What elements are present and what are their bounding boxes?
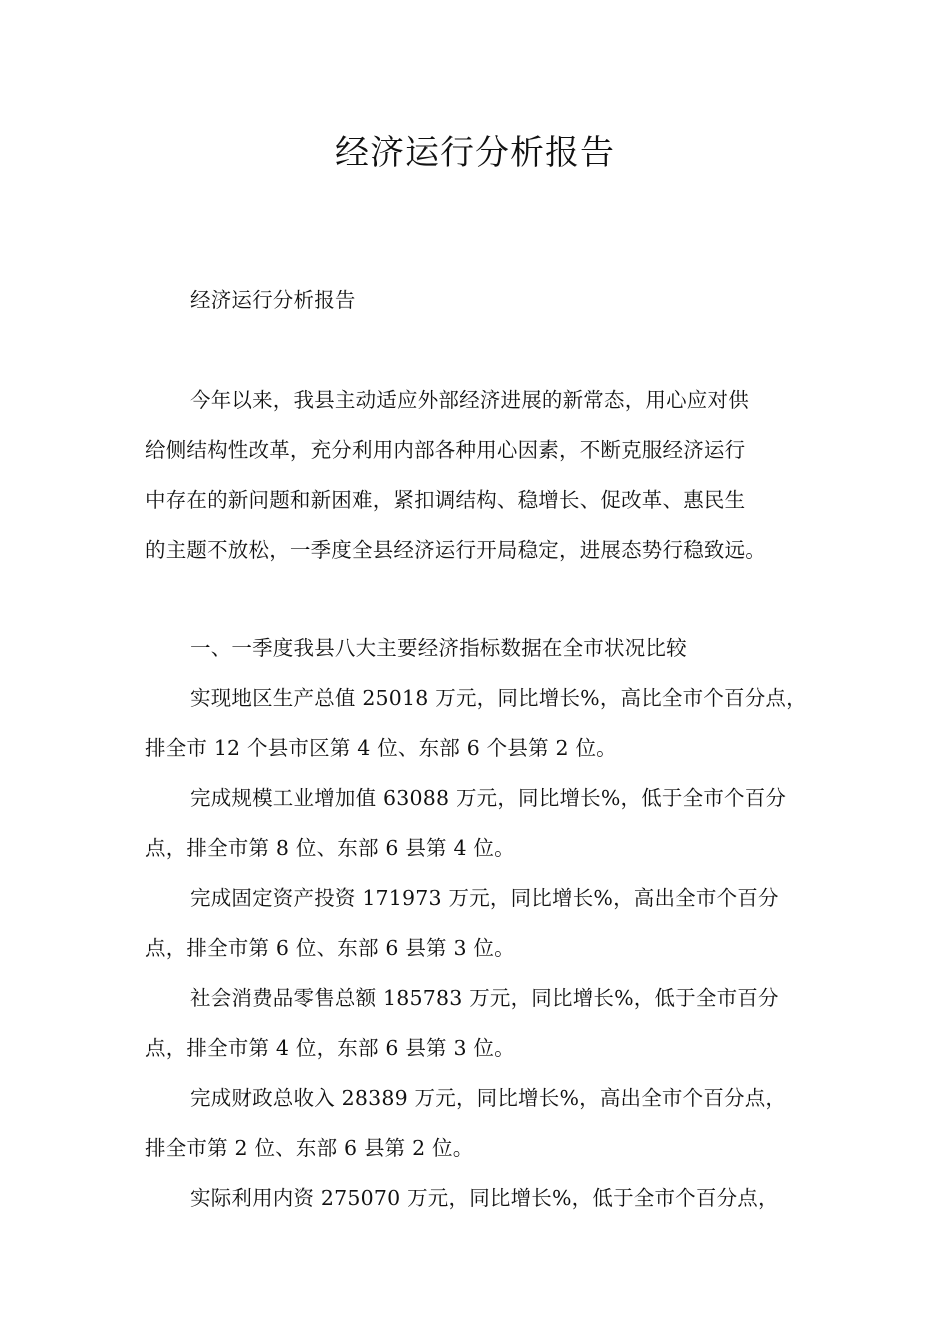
section-heading: 一、一季度我县八大主要经济指标数据在全市状况比较 [190,636,687,660]
indicator-line: 实际利用内资 275070 万元，同比增长%，低于全市个百分点， [190,1186,779,1210]
indicator-line: 点，排全市第 4 位，东部 6 县第 3 位。 [145,1036,515,1060]
intro-line: 的主题不放松，一季度全县经济运行开局稳定，进展态势行稳致远。 [145,538,766,562]
indicator-line: 点，排全市第 8 位、东部 6 县第 4 位。 [145,836,515,860]
indicator-line: 实现地区生产总值 25018 万元，同比增长%，高比全市个百分点， [190,686,807,710]
indicator-line: 社会消费品零售总额 185783 万元，同比增长%，低于全市百分 [190,986,779,1010]
indicator-line: 完成财政总收入 28389 万元，同比增长%，高出全市个百分点， [190,1086,787,1110]
indicator-line: 完成规模工业增加值 63088 万元，同比增长%，低于全市个百分 [190,786,787,810]
intro-line: 给侧结构性改革，充分利用内部各种用心因素，不断克服经济运行 [145,438,746,462]
document-title: 经济运行分析报告 [335,133,615,173]
indicator-line: 点，排全市第 6 位、东部 6 县第 3 位。 [145,936,515,960]
intro-line: 中存在的新问题和新困难，紧扣调结构、稳增长、促改革、惠民生 [145,488,746,512]
intro-line: 今年以来，我县主动适应外部经济进展的新常态，用心应对供 [190,388,749,412]
indicator-line: 排全市第 2 位、东部 6 县第 2 位。 [145,1136,474,1160]
document-subtitle: 经济运行分析报告 [190,288,356,312]
indicator-line: 排全市 12 个县市区第 4 位、东部 6 个县第 2 位。 [145,736,617,760]
indicator-line: 完成固定资产投资 171973 万元，同比增长%，高出全市个百分 [190,886,779,910]
